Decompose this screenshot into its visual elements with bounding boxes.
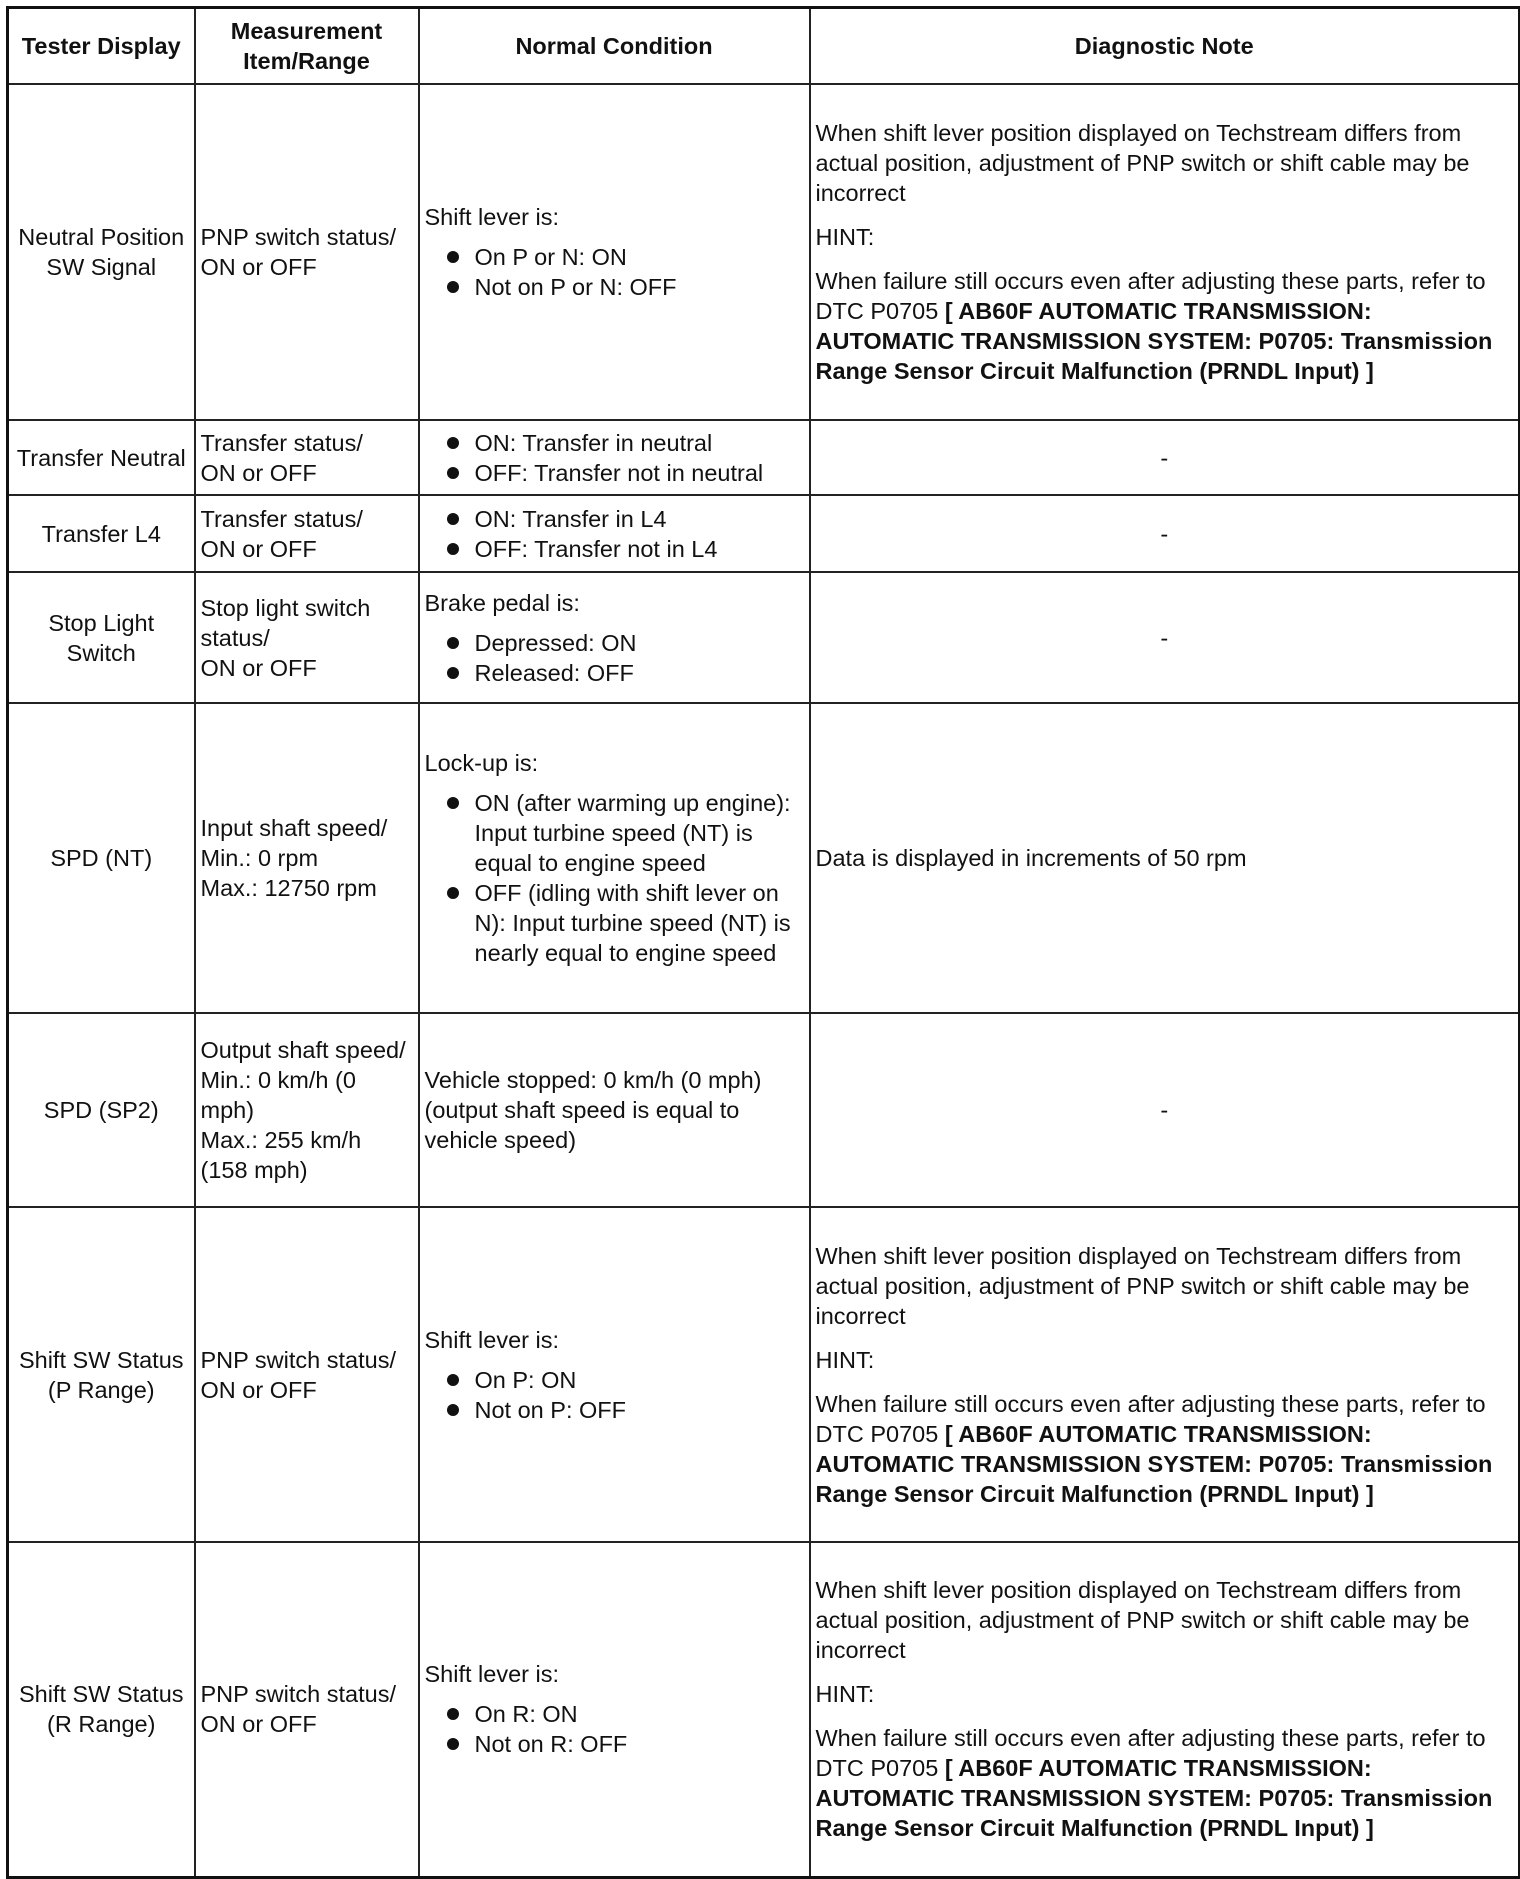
normal-bullet-list [425, 628, 804, 688]
dtc-reference-link[interactable]: [ AB60F AUTOMATIC TRANSMISSION: AUTOMATIC TRANSMISSION SYSTEM: P0705: Transmission Range Sensor Circuit Malfunction (PRNDL Input) ] [815, 298, 1493, 384]
normal-intro: Shift lever is: [424, 1326, 560, 1353]
normal-condition-cell [419, 420, 810, 495]
normal-condition-cell [419, 495, 810, 572]
measurement-line: Transfer status/ [200, 505, 363, 532]
normal-condition-cell [419, 84, 810, 420]
normal-bullet: ON: Transfer in neutral [447, 428, 804, 458]
diagnostic-note-cell: Data is displayed in increments of 50 rpm [810, 703, 1520, 1013]
tester-display-cell: Neutral Position SW Signal [8, 84, 195, 420]
data-list-table [6, 6, 1520, 1879]
normal-bullet-list [425, 788, 804, 968]
diagnostic-note-cell [810, 84, 1520, 420]
table-row [8, 1207, 1520, 1542]
note-text: When shift lever position displayed on Techstream differs from actual position, adjustment of PNP switch or shift cable may be incorrect [815, 1242, 1470, 1329]
note-reference-prefix: When failure still occurs even after adjusting these parts, refer to DTC P0705 [815, 268, 1486, 324]
measurement-cell [195, 1207, 419, 1542]
normal-condition-cell: Vehicle stopped: 0 km/h (0 mph) (output shaft speed is equal to vehicle speed) [419, 1013, 810, 1207]
header-tester-display: Tester Display [8, 8, 195, 85]
tester-display-cell: Transfer L4 [8, 495, 195, 572]
header-diagnostic-note: Diagnostic Note [810, 8, 1520, 85]
measurement-line: Min.: 0 km/h (0 mph) [200, 1067, 356, 1123]
measurement-cell [195, 420, 419, 495]
normal-bullet: Not on P or N: OFF [447, 272, 804, 302]
measurement-cell [195, 495, 419, 572]
normal-condition-cell [419, 1207, 810, 1542]
normal-condition-cell [419, 572, 810, 703]
measurement-cell [195, 1013, 419, 1207]
diagnostic-note-cell: - [810, 1013, 1520, 1207]
normal-bullet: OFF (idling with shift lever on N): Input turbine speed (NT) is nearly equal to engine speed [447, 878, 804, 968]
table-header-row [8, 8, 1520, 85]
diagnostic-note-cell: - [810, 572, 1520, 703]
normal-intro: Brake pedal is: [424, 589, 580, 616]
measurement-cell [195, 1542, 419, 1877]
dtc-reference-link[interactable]: [ AB60F AUTOMATIC TRANSMISSION: AUTOMATIC TRANSMISSION SYSTEM: P0705: Transmission Range Sensor Circuit Malfunction (PRNDL Input) ] [815, 1420, 1493, 1507]
table-row [8, 420, 1520, 495]
measurement-line: ON or OFF [200, 654, 317, 681]
normal-bullet-list [425, 1365, 804, 1425]
header-normal-condition: Normal Condition [419, 8, 810, 85]
measurement-line: Max.: 255 km/h (158 mph) [200, 1127, 362, 1183]
measurement-line: Min.: 0 rpm [200, 845, 319, 871]
note-reference-prefix: When failure still occurs even after adjusting these parts, refer to DTC P0705 [815, 1390, 1486, 1447]
measurement-line: ON or OFF [200, 254, 317, 280]
measurement-line: PNP switch status/ [200, 1346, 396, 1373]
tester-display-cell: Shift SW Status (R Range) [8, 1542, 195, 1877]
normal-intro: Shift lever is: [424, 1661, 560, 1688]
tester-display-cell: SPD (SP2) [8, 1013, 195, 1207]
measurement-line: PNP switch status/ [200, 1681, 396, 1708]
normal-bullet: Released: OFF [447, 658, 804, 688]
measurement-line: Max.: 12750 rpm [200, 875, 377, 901]
diagnostic-note-cell: - [810, 495, 1520, 572]
normal-bullet-list [425, 428, 804, 488]
table-row [8, 1542, 1520, 1877]
normal-bullet-list [425, 504, 804, 564]
normal-bullet: Not on P: OFF [447, 1395, 804, 1425]
normal-bullet: On P: ON [447, 1365, 804, 1395]
normal-bullet: Not on R: OFF [447, 1729, 804, 1759]
table-row [8, 84, 1520, 420]
note-reference-prefix: When failure still occurs even after adjusting these parts, refer to DTC P0705 [815, 1725, 1486, 1782]
measurement-line: Input shaft speed/ [200, 815, 388, 841]
diagnostic-note-cell [810, 1542, 1520, 1877]
note-reference [816, 1389, 1514, 1509]
note-hint: HINT: [815, 1681, 875, 1708]
data-list-sheet [6, 6, 1518, 1879]
normal-bullet: OFF: Transfer not in neutral [447, 458, 804, 488]
normal-condition-cell [419, 1542, 810, 1877]
note-reference [816, 1723, 1514, 1843]
measurement-line: Stop light switch status/ [200, 594, 371, 651]
note-hint: HINT: [815, 1346, 875, 1373]
measurement-line: ON or OFF [200, 459, 317, 486]
tester-display-cell: Transfer Neutral [8, 420, 195, 495]
measurement-cell [195, 84, 419, 420]
note-text: When shift lever position displayed on Techstream differs from actual position, adjustment of PNP switch or shift cable may be incorrect [815, 120, 1470, 206]
table-row [8, 703, 1520, 1013]
tester-display-cell: Stop Light Switch [8, 572, 195, 703]
normal-bullet: Depressed: ON [447, 628, 804, 658]
table-row [8, 1013, 1520, 1207]
note-reference [816, 266, 1514, 386]
measurement-line: ON or OFF [200, 1711, 317, 1738]
note-hint: HINT: [815, 224, 875, 250]
normal-bullet: On P or N: ON [447, 242, 804, 272]
normal-bullet-list [425, 242, 804, 302]
tester-display-cell: Shift SW Status (P Range) [8, 1207, 195, 1542]
measurement-line: Output shaft speed/ [200, 1037, 406, 1063]
normal-bullet: OFF: Transfer not in L4 [447, 534, 804, 564]
note-text: When shift lever position displayed on Techstream differs from actual position, adjustment of PNP switch or shift cable may be incorrect [815, 1577, 1470, 1664]
normal-bullet-list [425, 1699, 804, 1759]
normal-intro: Shift lever is: [424, 204, 560, 230]
table-row [8, 495, 1520, 572]
diagnostic-note-cell [810, 1207, 1520, 1542]
dtc-reference-link[interactable]: [ AB60F AUTOMATIC TRANSMISSION: AUTOMATIC TRANSMISSION SYSTEM: P0705: Transmission Range Sensor Circuit Malfunction (PRNDL Input) ] [815, 1755, 1493, 1842]
normal-intro: Lock-up is: [424, 750, 539, 776]
measurement-line: ON or OFF [200, 1376, 317, 1403]
measurement-line: Transfer status/ [200, 429, 363, 456]
measurement-line: ON or OFF [200, 535, 317, 562]
tester-display-cell: SPD (NT) [8, 703, 195, 1013]
measurement-line: PNP switch status/ [200, 224, 396, 250]
header-measurement: Measurement Item/Range [195, 8, 419, 85]
measurement-cell [195, 572, 419, 703]
normal-bullet: On R: ON [447, 1699, 804, 1729]
measurement-cell [195, 703, 419, 1013]
normal-bullet: ON: Transfer in L4 [447, 504, 804, 534]
normal-condition-cell [419, 703, 810, 1013]
diagnostic-note-cell: - [810, 420, 1520, 495]
normal-bullet: ON (after warming up engine): Input turbine speed (NT) is equal to engine speed [447, 788, 804, 878]
table-row [8, 572, 1520, 703]
